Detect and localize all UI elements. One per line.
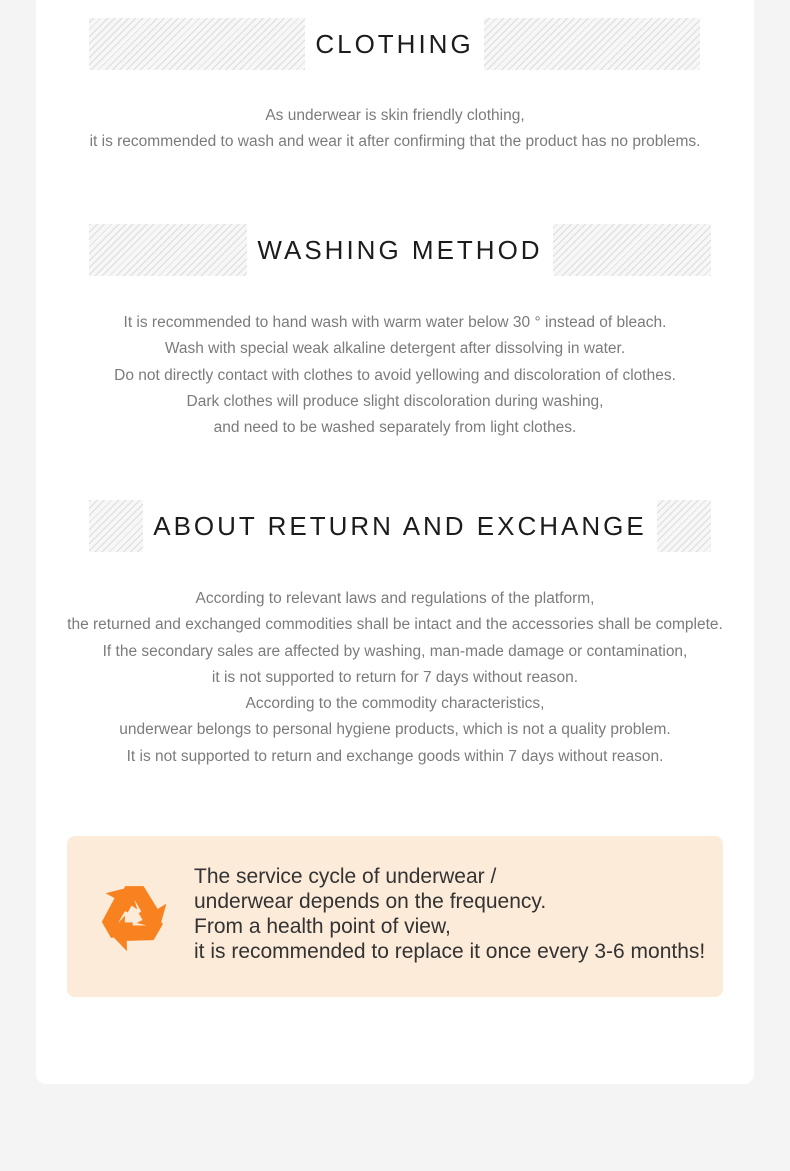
washing-description: [0, 310, 790, 441]
service-cycle-notice: [67, 836, 723, 997]
returns-line: the returned and exchanged commodities shall be intact and the accessories shall be complete.: [67, 616, 723, 634]
washing-line: Dark clothes will produce slight discoloration during washing,: [186, 392, 604, 410]
recycle-icon: [89, 872, 177, 960]
returns-line: underwear belongs to personal hygiene products, which is not a quality problem.: [119, 721, 671, 739]
returns-description: [0, 586, 790, 770]
clothing-line: As underwear is skin friendly clothing,: [265, 107, 525, 124]
washing-line: It is recommended to hand wash with warm water below 30 ° instead of bleach.: [123, 314, 667, 331]
returns-header: [89, 500, 711, 552]
returns-line: It is not supported to return and exchange goods within 7 days without reason.: [126, 747, 664, 765]
washing-line: and need to be washed separately from light clothes.: [213, 419, 577, 437]
notice-line: it is recommended to replace it once every 3-6 months!: [194, 940, 706, 963]
washing-title: WASHING METHOD: [247, 224, 552, 276]
notice-line: underwear depends on the frequency.: [194, 890, 547, 913]
notice-line: From a health point of view,: [194, 915, 451, 938]
returns-line: According to the commodity characteristics,: [245, 695, 545, 713]
washing-header: [89, 224, 711, 276]
notice-line: The service cycle of underwear /: [194, 865, 497, 888]
clothing-line: it is recommended to wash and wear it after confirming that the product has no problems.: [89, 133, 701, 151]
returns-line: If the secondary sales are affected by washing, man-made damage or contamination,: [102, 642, 688, 660]
clothing-description: [0, 103, 790, 156]
clothing-title: CLOTHING: [305, 18, 483, 70]
clothing-header: [89, 18, 700, 70]
returns-line: According to relevant laws and regulations of the platform,: [195, 590, 595, 607]
returns-line: it is not supported to return for 7 days without reason.: [211, 668, 579, 686]
washing-line: Do not directly contact with clothes to avoid yellowing and discoloration of clothes.: [114, 366, 676, 384]
washing-line: Wash with special weak alkaline detergent after dissolving in water.: [164, 340, 626, 358]
notice-text: [194, 864, 705, 964]
returns-title: ABOUT RETURN AND EXCHANGE: [143, 500, 656, 552]
